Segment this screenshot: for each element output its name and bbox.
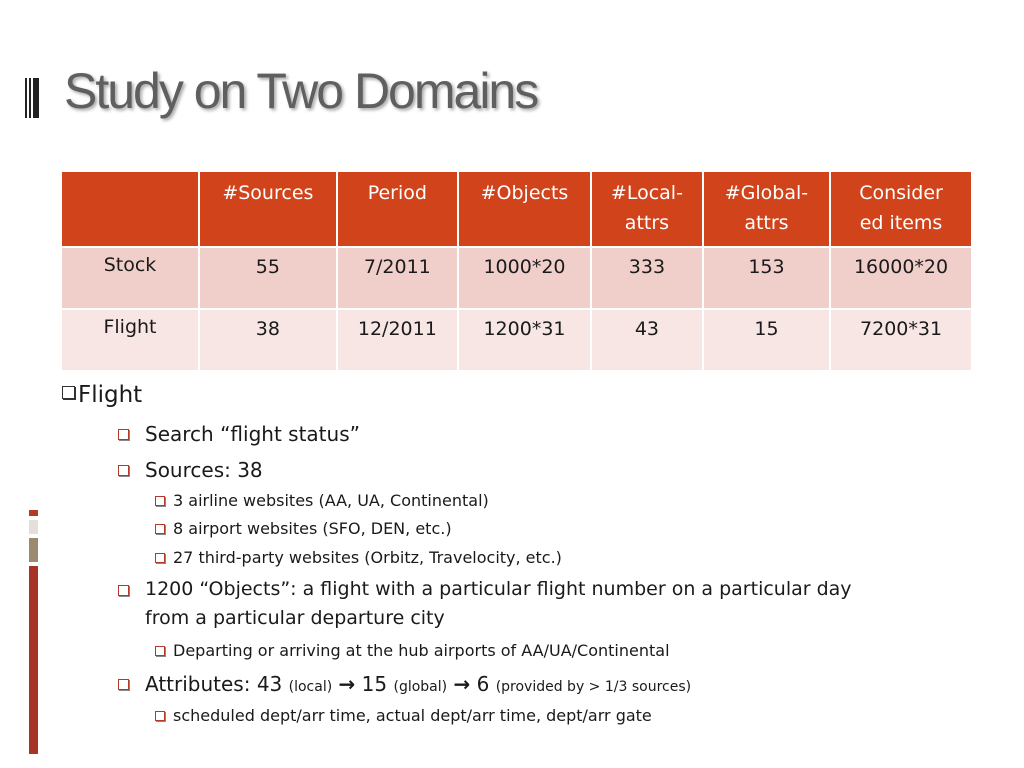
bullet-attributes: Attributes: 43 (local) → 15 (global) → 6 (provided by > 1/3 sources): [145, 672, 691, 696]
accent-bar: [29, 538, 38, 562]
bullet-sources: Sources: 38: [145, 458, 263, 482]
table-cell: 55: [199, 247, 337, 309]
table-cell: 1200*31: [458, 309, 591, 371]
table-header-cell: #Sources: [199, 171, 337, 247]
table-cell: 15: [703, 309, 830, 371]
table-row-label: Flight: [61, 309, 199, 371]
table-cell: 7200*31: [830, 309, 972, 371]
bullet-hub: Departing or arriving at the hub airports of AA/UA/Continental: [173, 641, 670, 660]
table-header-cell: Period: [337, 171, 458, 247]
table-row: [61, 309, 972, 371]
slide-title: Study on Two Domains: [64, 63, 538, 119]
table-header-row: [61, 171, 972, 247]
bullet-airline: 3 airline websites (AA, UA, Continental): [173, 491, 489, 510]
bullet-search: Search “flight status”: [145, 422, 360, 446]
checkbox-bullet-icon: [118, 465, 129, 476]
accent-bar: [29, 566, 38, 754]
table-cell: 43: [591, 309, 703, 371]
table-cell: 153: [703, 247, 830, 309]
right-arrow-icon: →: [453, 672, 471, 696]
bullet-thirdparty: 27 third-party websites (Orbitz, Travelocity, etc.): [173, 548, 562, 567]
checkbox-bullet-icon: [155, 711, 165, 721]
table-cell: 1000*20: [458, 247, 591, 309]
accent-bar: [29, 520, 38, 534]
table-row: [61, 247, 972, 309]
domains-table: [60, 170, 973, 372]
table-cell: 7/2011: [337, 247, 458, 309]
table-cell: 12/2011: [337, 309, 458, 371]
table-cell: 16000*20: [830, 247, 972, 309]
title-decoration-bars: [25, 78, 39, 118]
table-header-cell: #Local- attrs: [591, 171, 703, 247]
bullet-schedule: scheduled dept/arr time, actual dept/arr time, dept/arr gate: [173, 706, 652, 725]
accent-bar: [29, 510, 38, 516]
table-row-label: Stock: [61, 247, 199, 309]
right-arrow-icon: →: [338, 672, 356, 696]
checkbox-bullet-icon: [155, 646, 165, 656]
table-cell: 333: [591, 247, 703, 309]
checkbox-bullet-icon: [118, 429, 129, 440]
bullet-flight: Flight: [62, 382, 142, 408]
table-header-cell: #Global- attrs: [703, 171, 830, 247]
bullet-airport: 8 airport websites (SFO, DEN, etc.): [173, 519, 452, 538]
checkbox-bullet-icon: [155, 524, 165, 534]
checkbox-bullet-icon: [62, 386, 75, 399]
table-header-cell: #Objects: [458, 171, 591, 247]
table-cell: 38: [199, 309, 337, 371]
bullet-objects: 1200 “Objects”: a flight with a particular flight number on a particular day: [145, 578, 852, 600]
checkbox-bullet-icon: [118, 585, 129, 596]
table-header-cell: Consider ed items: [830, 171, 972, 247]
checkbox-bullet-icon: [118, 679, 129, 690]
table-header-corner: [61, 171, 199, 247]
bullet-objects-continued: from a particular departure city: [145, 607, 445, 629]
checkbox-bullet-icon: [155, 496, 165, 506]
checkbox-bullet-icon: [155, 553, 165, 563]
